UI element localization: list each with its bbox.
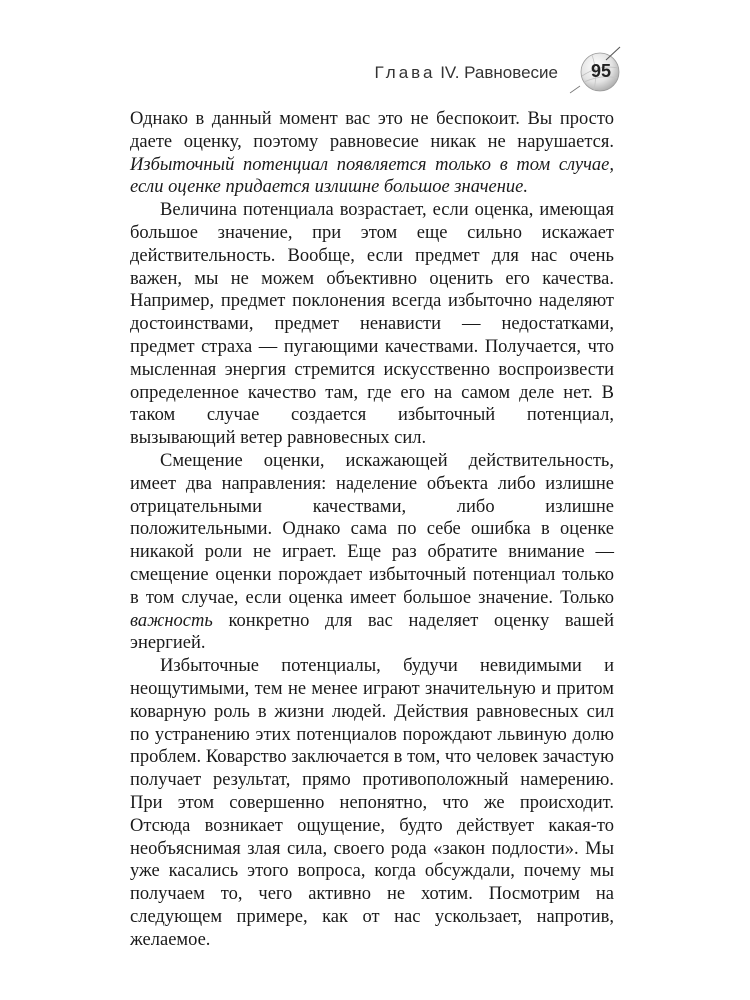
chapter-title: IV. Равновесие bbox=[435, 63, 558, 82]
paragraph-4: Избыточные потенциалы, будучи невидимыми и неощутимыми, тем не менее играют значительную и притом коварную роль в жизни людей. Действия равновесных сил по устранению этих потенциалов порождают львиную долю проблем. Коварство заключается в том, что человек зачастую получает результат, прямо противоположный намерению. При этом совершенно непонятно, что же происходит. Отсюда возникает ощущение, будто действует какая-то необъяснимая злая сила, своего рода «закон подлости». Мы уже касались этого вопроса, когда обсуждали, почему мы получаем то, чего активно не хотим. Посмотрим на следующем примере, как от нас ускользает, напротив, желаемое. bbox=[130, 656, 614, 950]
paragraph-3-text-a: Смещение оценки, искажающей действительность, имеет два направления: наделение объекта либо излишне отрицательными качествами, либо излишне положительными. Однако сама по себе ошибка в оценке никакой роли не играет. Еще раз обратите внимание — смещение оценки порождает избыточный потенциал только в том случае, если оценка имеет большое значение. Только bbox=[130, 450, 614, 608]
page-number-badge bbox=[562, 46, 622, 94]
paragraph-1 bbox=[130, 108, 614, 199]
page-header bbox=[130, 54, 622, 94]
running-head bbox=[375, 63, 558, 83]
page-number: 95 bbox=[590, 61, 612, 81]
paragraph-3-italic: важность bbox=[130, 610, 213, 631]
paragraph-1-italic: Избыточный потенциал появляется только в том случае, если оценке придается излишне большое значение. bbox=[130, 154, 614, 198]
chapter-word: Глава bbox=[374, 63, 436, 82]
paragraph-3 bbox=[130, 450, 614, 655]
paragraph-2: Величина потенциала возрастает, если оценка, имеющая большое значение, при этом еще сильно искажает действительность. Вообще, если предмет для нас очень важен, мы не можем объективно оценить его качества. Например, предмет поклонения всегда избыточно наделяют достоинствами, предмет ненависти — недостатками, предмет страха — пугающими качествами. Получается, что мысленная энергия стремится искусственно воспроизвести определенное качество там, где его на самом деле нет. В таком случае создается избыточный потенциал, вызывающий ветер равновесных сил. bbox=[130, 200, 614, 449]
paragraph-1-text: Однако в данный момент вас это не беспокоит. Вы просто даете оценку, поэтому равновесие никак не нарушается. bbox=[130, 109, 614, 152]
body-text bbox=[130, 108, 614, 951]
paragraph-3-text-b: конкретно для вас наделяет оценку вашей энергией. bbox=[130, 610, 614, 654]
